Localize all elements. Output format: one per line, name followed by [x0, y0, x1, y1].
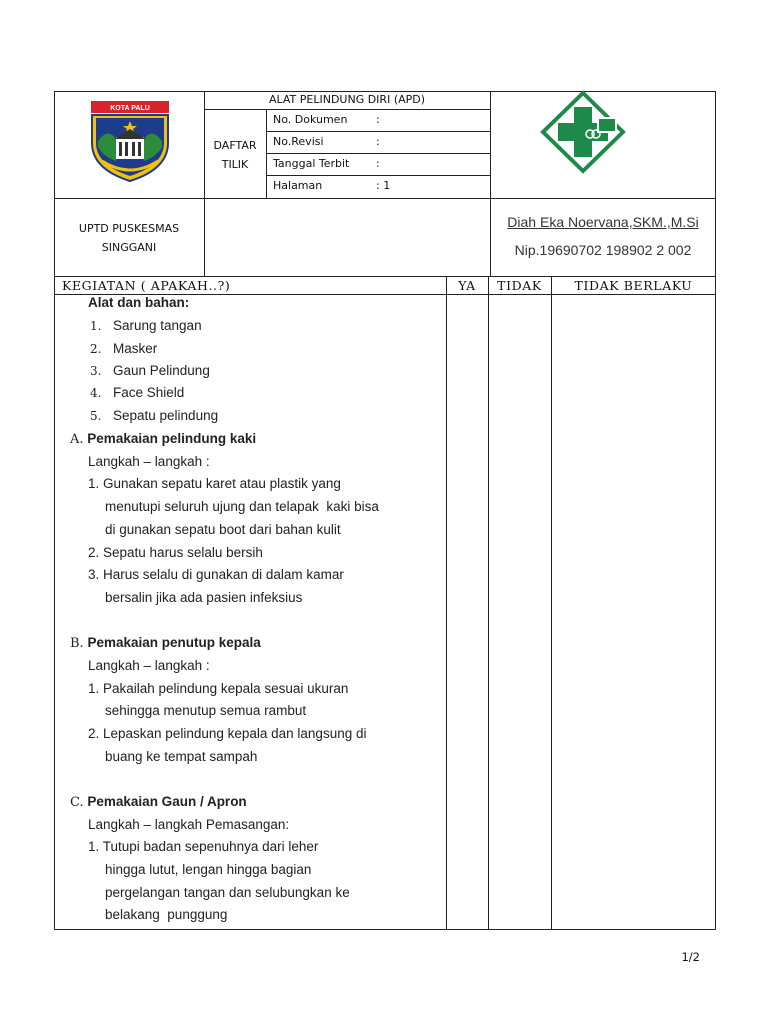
divider	[490, 91, 491, 198]
divider	[204, 198, 205, 277]
institution-line2: SINGGANI	[101, 241, 157, 254]
document-type-line2: TILIK	[221, 158, 249, 171]
step-line: buang ke tempat sampah	[105, 749, 258, 764]
section-title: Pemakaian Gaun / Apron	[87, 794, 247, 809]
field-tanggal-terbit	[273, 157, 488, 170]
step-line: belakang punggung	[105, 907, 228, 922]
column-header-tidak-berlaku: TIDAK BERLAKU	[574, 278, 693, 293]
field-label: Tanggal Terbit	[273, 157, 350, 170]
column-header-tidak: TIDAK	[497, 278, 542, 293]
column-header-kegiatan: KEGIATAN ( APAKAH..?)	[62, 278, 231, 293]
list-number: 2.	[90, 342, 102, 356]
field-label: No.Revisi	[273, 135, 324, 148]
list-number: 3.	[90, 364, 102, 378]
step-line: sehingga menutup semua rambut	[105, 703, 307, 718]
section-intro: Langkah – langkah :	[88, 658, 210, 673]
page-number: 1/2	[681, 950, 700, 964]
field-sep: :	[376, 179, 380, 192]
materials-title: Alat dan bahan:	[88, 295, 190, 310]
step-line: 1. Gunakan sepatu karet atau plastik yang	[88, 476, 341, 491]
list-item	[90, 318, 202, 333]
divider	[490, 198, 491, 277]
field-no-dokumen	[273, 113, 488, 126]
field-sep: :	[376, 113, 380, 126]
document-type-line1: DAFTAR	[213, 139, 257, 152]
column-divider	[551, 276, 552, 930]
step-line: pergelangan tangan dan selubungkan ke	[105, 885, 350, 900]
list-item	[90, 408, 219, 423]
step-line: 2. Lepaskan pelindung kepala dan langsung di	[88, 726, 367, 741]
section-c-heading	[70, 794, 247, 810]
section-b-heading	[70, 635, 261, 651]
field-sep: :	[376, 135, 380, 148]
list-item	[90, 341, 158, 356]
field-label: Halaman	[273, 179, 323, 192]
column-divider	[488, 276, 489, 930]
field-value: 1	[383, 179, 391, 192]
divider	[204, 109, 490, 110]
column-header-ya: YA	[458, 278, 476, 293]
document-type	[204, 136, 266, 174]
divider	[266, 175, 490, 176]
list-text: Masker	[113, 341, 158, 356]
field-halaman	[273, 179, 488, 192]
field-no-revisi	[273, 135, 488, 148]
divider	[54, 198, 716, 199]
list-item	[90, 385, 185, 400]
institution-line1: UPTD PUSKESMAS	[78, 222, 180, 235]
field-label: No. Dokumen	[273, 113, 348, 126]
divider	[266, 153, 490, 154]
section-letter: A.	[70, 432, 84, 447]
column-divider	[446, 276, 447, 930]
document-title: ALAT PELINDUNG DIRI (APD)	[268, 93, 426, 106]
section-a-heading	[70, 431, 256, 447]
section-letter: B.	[70, 636, 84, 651]
step-line: bersalin jika ada pasien infeksius	[105, 590, 303, 605]
section-intro: Langkah – langkah Pemasangan:	[88, 817, 290, 832]
divider	[266, 131, 490, 132]
emblem-text: KOTA PALU	[110, 105, 150, 112]
step-line: di gunakan sepatu boot dari bahan kulit	[105, 522, 341, 537]
section-intro: Langkah – langkah :	[88, 454, 210, 469]
step-line: 1. Tutupi badan sepenuhnya dari leher	[88, 839, 319, 854]
section-title: Pemakaian pelindung kaki	[87, 431, 257, 446]
signatory-nip: Nip.19690702 198902 2 002	[514, 242, 692, 258]
section-letter: C.	[70, 795, 84, 810]
signatory-name: Diah Eka Noervana,SKM.,M.Si	[507, 214, 699, 230]
step-line: 1. Pakailah pelindung kepala sesuai ukuran	[88, 681, 349, 696]
section-title: Pemakaian penutup kepala	[87, 635, 261, 650]
step-line: 3. Harus selalu di gunakan di dalam kamar	[88, 567, 344, 582]
list-text: Gaun Pelindung	[113, 363, 210, 378]
field-sep: :	[376, 157, 380, 170]
list-number: 1.	[90, 319, 102, 333]
institution-name	[54, 219, 204, 257]
step-line: 2. Sepatu harus selalu bersih	[88, 545, 263, 560]
step-line: menutupi seluruh ujung dan telapak kaki bisa	[105, 499, 379, 514]
list-number: 5.	[90, 409, 102, 423]
kota-palu-emblem	[86, 99, 174, 183]
list-number: 4.	[90, 386, 102, 400]
list-text: Face Shield	[113, 385, 185, 400]
step-line: hingga lutut, lengan hingga bagian	[105, 862, 312, 877]
health-cross-logo	[540, 90, 626, 174]
field-sep-value	[376, 179, 390, 192]
list-item	[90, 363, 210, 378]
list-text: Sarung tangan	[113, 318, 202, 333]
list-text: Sepatu pelindung	[113, 408, 219, 423]
